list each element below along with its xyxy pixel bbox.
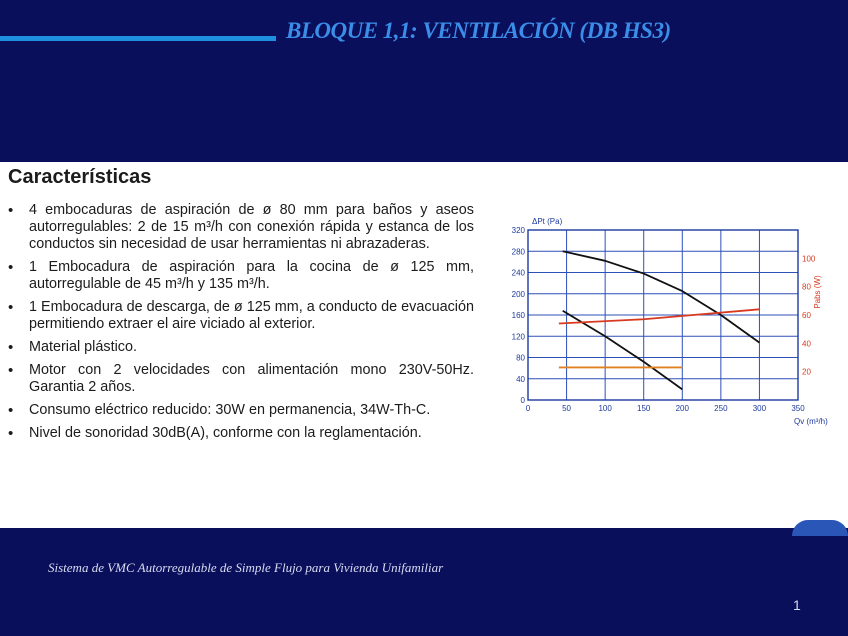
list-item: • 4 embocaduras de aspiración de ø 80 mm para baños y aseos autorregulables: 2 de 15 m³/h con conexión rápida y estanca de los conductos sin necesidad de usar herramientas ni abrazaderas. — [8, 202, 474, 252]
bullet-icon: • — [8, 339, 14, 356]
x-tick-label: 100 — [598, 404, 612, 413]
y-tick-label: 40 — [516, 374, 525, 384]
y2-axis-label: Pabs (W) — [813, 275, 822, 309]
content-panel — [0, 162, 848, 528]
y2-tick-label: 60 — [802, 311, 811, 320]
list-item: • 1 Embocadura de aspiración para la cocina de ø 125 mm, autorregulable de 45 m³/h y 135 m³/h. — [8, 259, 474, 292]
feature-list — [6, 202, 474, 448]
y2-tick-label: 40 — [802, 339, 811, 349]
y2-tick-label: 100 — [802, 254, 816, 264]
bullet-icon: • — [8, 259, 14, 276]
x-tick-label: 200 — [675, 404, 689, 413]
y-tick-label: 80 — [516, 353, 525, 363]
x-tick-label: 300 — [752, 404, 767, 413]
page-number: 1 — [793, 597, 801, 613]
bullet-icon: • — [8, 202, 14, 219]
x-tick-label: 0 — [525, 404, 531, 413]
y-axis-label: ΔPt (Pa) — [532, 217, 563, 226]
x-tick-label: 350 — [791, 404, 805, 413]
y-tick-label: 320 — [511, 226, 525, 235]
y-tick-label: 120 — [511, 332, 525, 342]
y-tick-label: 0 — [520, 396, 525, 405]
section-heading: Características — [8, 166, 152, 188]
list-item: • Nivel de sonoridad 30dB(A), conforme con la reglamentación. — [8, 425, 422, 442]
bullet-icon: • — [8, 299, 14, 316]
performance-chart — [498, 212, 844, 442]
x-tick-label: 50 — [562, 404, 572, 413]
list-item: • Motor con 2 velocidades con alimentación mono 230V-50Hz. Garantia 2 años. — [8, 362, 474, 395]
list-item: • Consumo eléctrico reducido: 30W en permanencia, 34W-Th-C. — [8, 402, 431, 419]
bullet-icon: • — [8, 362, 14, 379]
x-tick-label: 250 — [714, 404, 728, 413]
footer-text: Sistema de VMC Autorregulable de Simple Flujo para Vivienda Unifamiliar — [48, 560, 444, 575]
slide-title: BLOQUE 1,1: VENTILACIÓN (DB HS3) — [286, 18, 671, 43]
y2-tick-label: 80 — [802, 282, 811, 292]
x-axis-label: Qv (m³/h) — [794, 417, 828, 426]
y-tick-label: 200 — [511, 289, 525, 299]
y-tick-label: 240 — [511, 268, 525, 278]
x-tick-label: 150 — [637, 404, 651, 413]
bullet-icon: • — [8, 425, 14, 442]
y-tick-label: 160 — [511, 311, 525, 320]
list-item: • 1 Embocadura de descarga, de ø 125 mm, a conducto de evacuación permitiendo extraer el aire viciado al exterior. — [8, 299, 474, 332]
list-item: • Material plástico. — [8, 339, 137, 356]
bullet-icon: • — [8, 402, 14, 419]
y2-tick-label: 20 — [802, 367, 811, 377]
title-accent-bar — [0, 36, 276, 41]
corner-decoration — [792, 520, 848, 536]
y-tick-label: 280 — [511, 247, 525, 257]
